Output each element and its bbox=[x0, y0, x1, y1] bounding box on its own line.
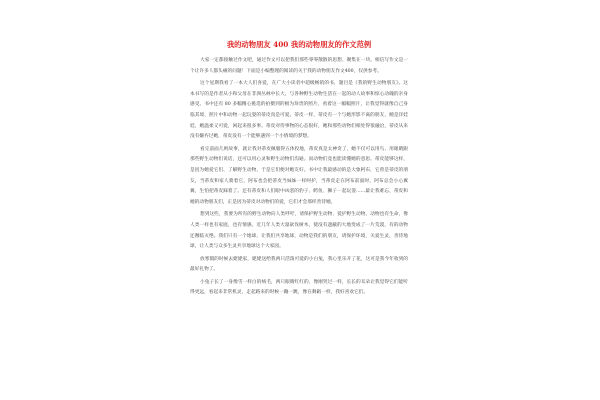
paragraph-book-intro: 这个星期我看了一本大人们喜爱，在广大小读者中超级畅销的书，题目是《我的野生动物朋友》。这本书写的是作者从小和父母在非洲丛林中长大，与各种野生动物生活在一起的动人故事和惊心动魄的亲身感受。书中还有 80 多幅精心挑选的拍摄到的极为珍贵的照片，看着这一幅幅照片，让我觉得就像自己身临其境，照片中和动物一起玩耍的蒂皮真是可爱。蒂皮一样，蒂皮有一个与她形影不离的朋友，她是洋娃娃，她温柔又可爱，闲起来很多事。蒂皮对待事物的心态很好，她和那些动物们相处得很融洽，蒂皮从来没有嫌弃过她，蒂皮没有一个能够遇到一个小情境的梦想。 bbox=[190, 81, 408, 140]
paragraph-intro: 大家一定都接触过作文吧，通过作文可以把我们那些零零散散的思想、聚集在一块。相信写作文是一个让许多人都头痛的问题！下面是小编整理的阅读的关于我的动物朋友作文400，仅供参考。 bbox=[190, 58, 408, 74]
paragraph-rabbit-description: 小兔子长了一身像雪一样白的绒毛，两只眼睛红红的，像刚哭过一样，长长的耳朵让我觉得它们能听得更远，看起来非常机灵，走起路来的时候一蹦一跳，像在舞蹈一样，我好喜欢它们。 bbox=[190, 279, 408, 296]
paragraph-stories: 看完前面几则故事，就让我对蒂皮佩服得五体投地，蒂皮真是太神奇了，她不仅可以用鸟、用眼睛跟那些野生动物们说话，还可以用心灵和野生动物们沟通。而动物们竟也能读懂她的意思。蒂皮能够这样，是因为她爱它们、了解野生动物，于是它们便对她友好。书中让我最感动的是大象阿布，它曾是蒂皮的朋友，当蒂皮和家人骑着它，阿布也会把蒂皮当妹妹一样呵护，当蒂皮走在阿布前面时，阿布总会小心翼翼，生怕把蒂皮踩着了。还有蒂皮和人们眼中凶恶的豹子、鳄鱼、狮子一起玩耍……最让我难忘，蒂皮和她的动物朋友们，正是因为蒂皮对动物们的爱，它们才会那样善待她。 bbox=[190, 146, 408, 205]
document-page bbox=[190, 40, 408, 400]
paragraph-winter-vacation: 放寒假的时候去姥姥家，姥姥送给我两只活泼可爱的小白兔，我心里乐开了花，这可是我今年收到的最好礼物了。 bbox=[190, 256, 408, 273]
paragraph-appeal: 想到这些，我要为所有的野生动物向人类呼吁，请保护野生动物、爱护野生动物。动物也有生命，像人类一样也有家庭，也有情感。近几年人类大量砍伐树木，使没有遮蔽的大地变成了一片荒漠，有的动物还濒临灭绝。我们只有一个地球，让我们共享地球，动物是我们的朋友，请保护环境，关爱生灵，善待地球，让人类与众多生灵共享地球这个大家园。 bbox=[190, 212, 408, 250]
document-title: 我的动物朋友 400 我的动物朋友的作文范例 bbox=[226, 40, 372, 49]
